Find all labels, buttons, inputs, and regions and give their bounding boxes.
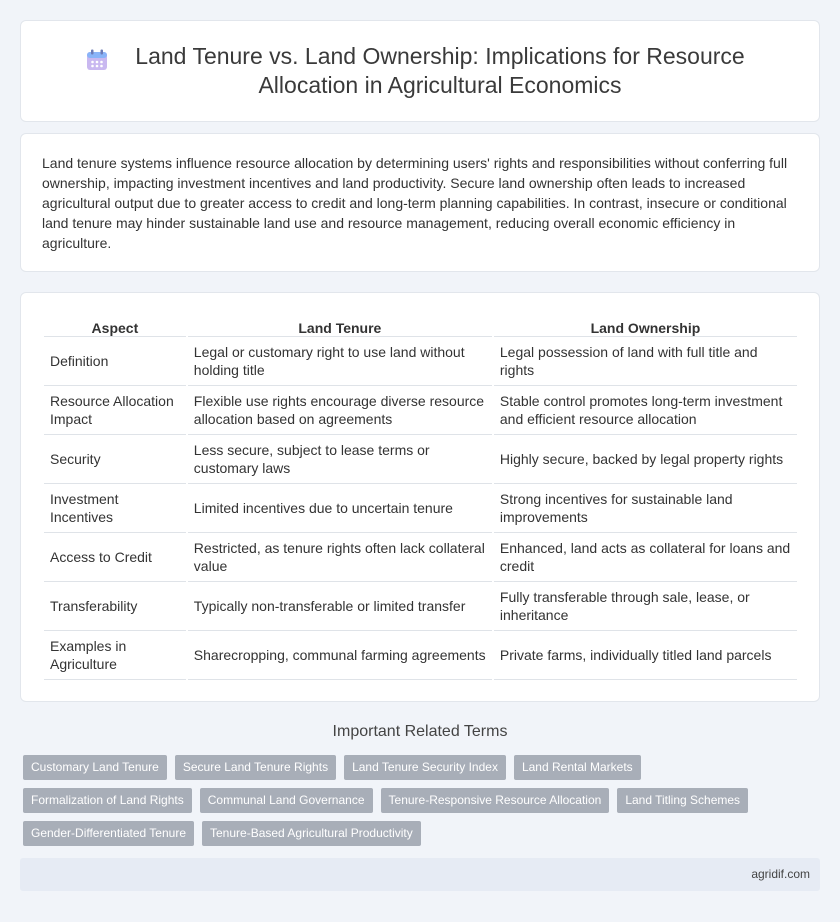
table-row	[44, 386, 797, 435]
table-row	[44, 582, 797, 631]
table-row	[44, 533, 797, 582]
intro-paragraph: Land tenure systems influence resource allocation by determining users' rights and responsibilities without conferring full ownership, impacting investment incentives and land productivity. Secure land ownership often leads to increased agricultural output due to greater access to credit and long-term planning capabilities. In contrast, insecure or conditional land tenure may hinder sustainable land use and resource management, reducing overall economic efficiency in agriculture.	[42, 155, 788, 251]
row-land-tenure: Flexible use rights encourage diverse resource allocation based on agreements	[188, 386, 492, 435]
row-land-tenure: Less secure, subject to lease terms or customary laws	[188, 435, 492, 484]
row-land-tenure: Sharecropping, communal farming agreements	[188, 631, 492, 680]
row-land-ownership: Private farms, individually titled land parcels	[494, 631, 797, 680]
tag-gender-differentiated-tenure[interactable]: Gender-Differentiated Tenure	[23, 821, 194, 846]
table-row	[44, 435, 797, 484]
footer-site-link[interactable]: agridif.com	[751, 867, 810, 881]
row-land-tenure: Typically non-transferable or limited transfer	[188, 582, 492, 631]
column-header-aspect: Aspect	[44, 315, 186, 337]
comparison-table-card	[20, 292, 820, 702]
tag-land-tenure-security-index[interactable]: Land Tenure Security Index	[344, 755, 506, 780]
table-row	[44, 631, 797, 680]
comparison-table	[42, 315, 799, 680]
tag-communal-land-governance[interactable]: Communal Land Governance	[200, 788, 373, 813]
row-aspect: Investment Incentives	[44, 484, 186, 533]
column-header-land-tenure: Land Tenure	[188, 315, 492, 337]
row-aspect: Resource Allocation Impact	[44, 386, 186, 435]
tag-land-rental-markets[interactable]: Land Rental Markets	[514, 755, 641, 780]
header-card	[20, 20, 820, 122]
table-row	[44, 484, 797, 533]
intro-card	[20, 133, 820, 272]
column-header-land-ownership: Land Ownership	[494, 315, 797, 337]
page-title: Land Tenure vs. Land Ownership: Implications for Resource Allocation in Agricultural Economics	[135, 43, 745, 98]
tag-formalization-of-land-rights[interactable]: Formalization of Land Rights	[23, 788, 192, 813]
table-header-row	[44, 315, 797, 337]
row-land-ownership: Highly secure, backed by legal property rights	[494, 435, 797, 484]
row-land-ownership: Legal possession of land with full title and rights	[494, 337, 797, 386]
related-terms-heading: Important Related Terms	[332, 723, 508, 740]
row-land-ownership: Enhanced, land acts as collateral for loans and credit	[494, 533, 797, 582]
table-row	[44, 337, 797, 386]
row-land-ownership: Stable control promotes long-term investment and efficient resource allocation	[494, 386, 797, 435]
related-terms-list	[23, 755, 823, 854]
row-aspect: Transferability	[44, 582, 186, 631]
row-land-ownership: Fully transferable through sale, lease, or inheritance	[494, 582, 797, 631]
row-land-tenure: Restricted, as tenure rights often lack collateral value	[188, 533, 492, 582]
tag-tenure-responsive-resource-allocation[interactable]: Tenure-Responsive Resource Allocation	[381, 788, 610, 813]
tag-customary-land-tenure[interactable]: Customary Land Tenure	[23, 755, 167, 780]
row-aspect: Definition	[44, 337, 186, 386]
footer	[20, 858, 820, 891]
row-aspect: Examples in Agriculture	[44, 631, 186, 680]
tag-tenure-based-agricultural-productivity[interactable]: Tenure-Based Agricultural Productivity	[202, 821, 421, 846]
row-aspect: Access to Credit	[44, 533, 186, 582]
row-land-tenure: Limited incentives due to uncertain tenure	[188, 484, 492, 533]
row-land-tenure: Legal or customary right to use land without holding title	[188, 337, 492, 386]
tag-secure-land-tenure-rights[interactable]: Secure Land Tenure Rights	[175, 755, 336, 780]
tag-land-titling-schemes[interactable]: Land Titling Schemes	[617, 788, 748, 813]
row-land-ownership: Strong incentives for sustainable land improvements	[494, 484, 797, 533]
row-aspect: Security	[44, 435, 186, 484]
